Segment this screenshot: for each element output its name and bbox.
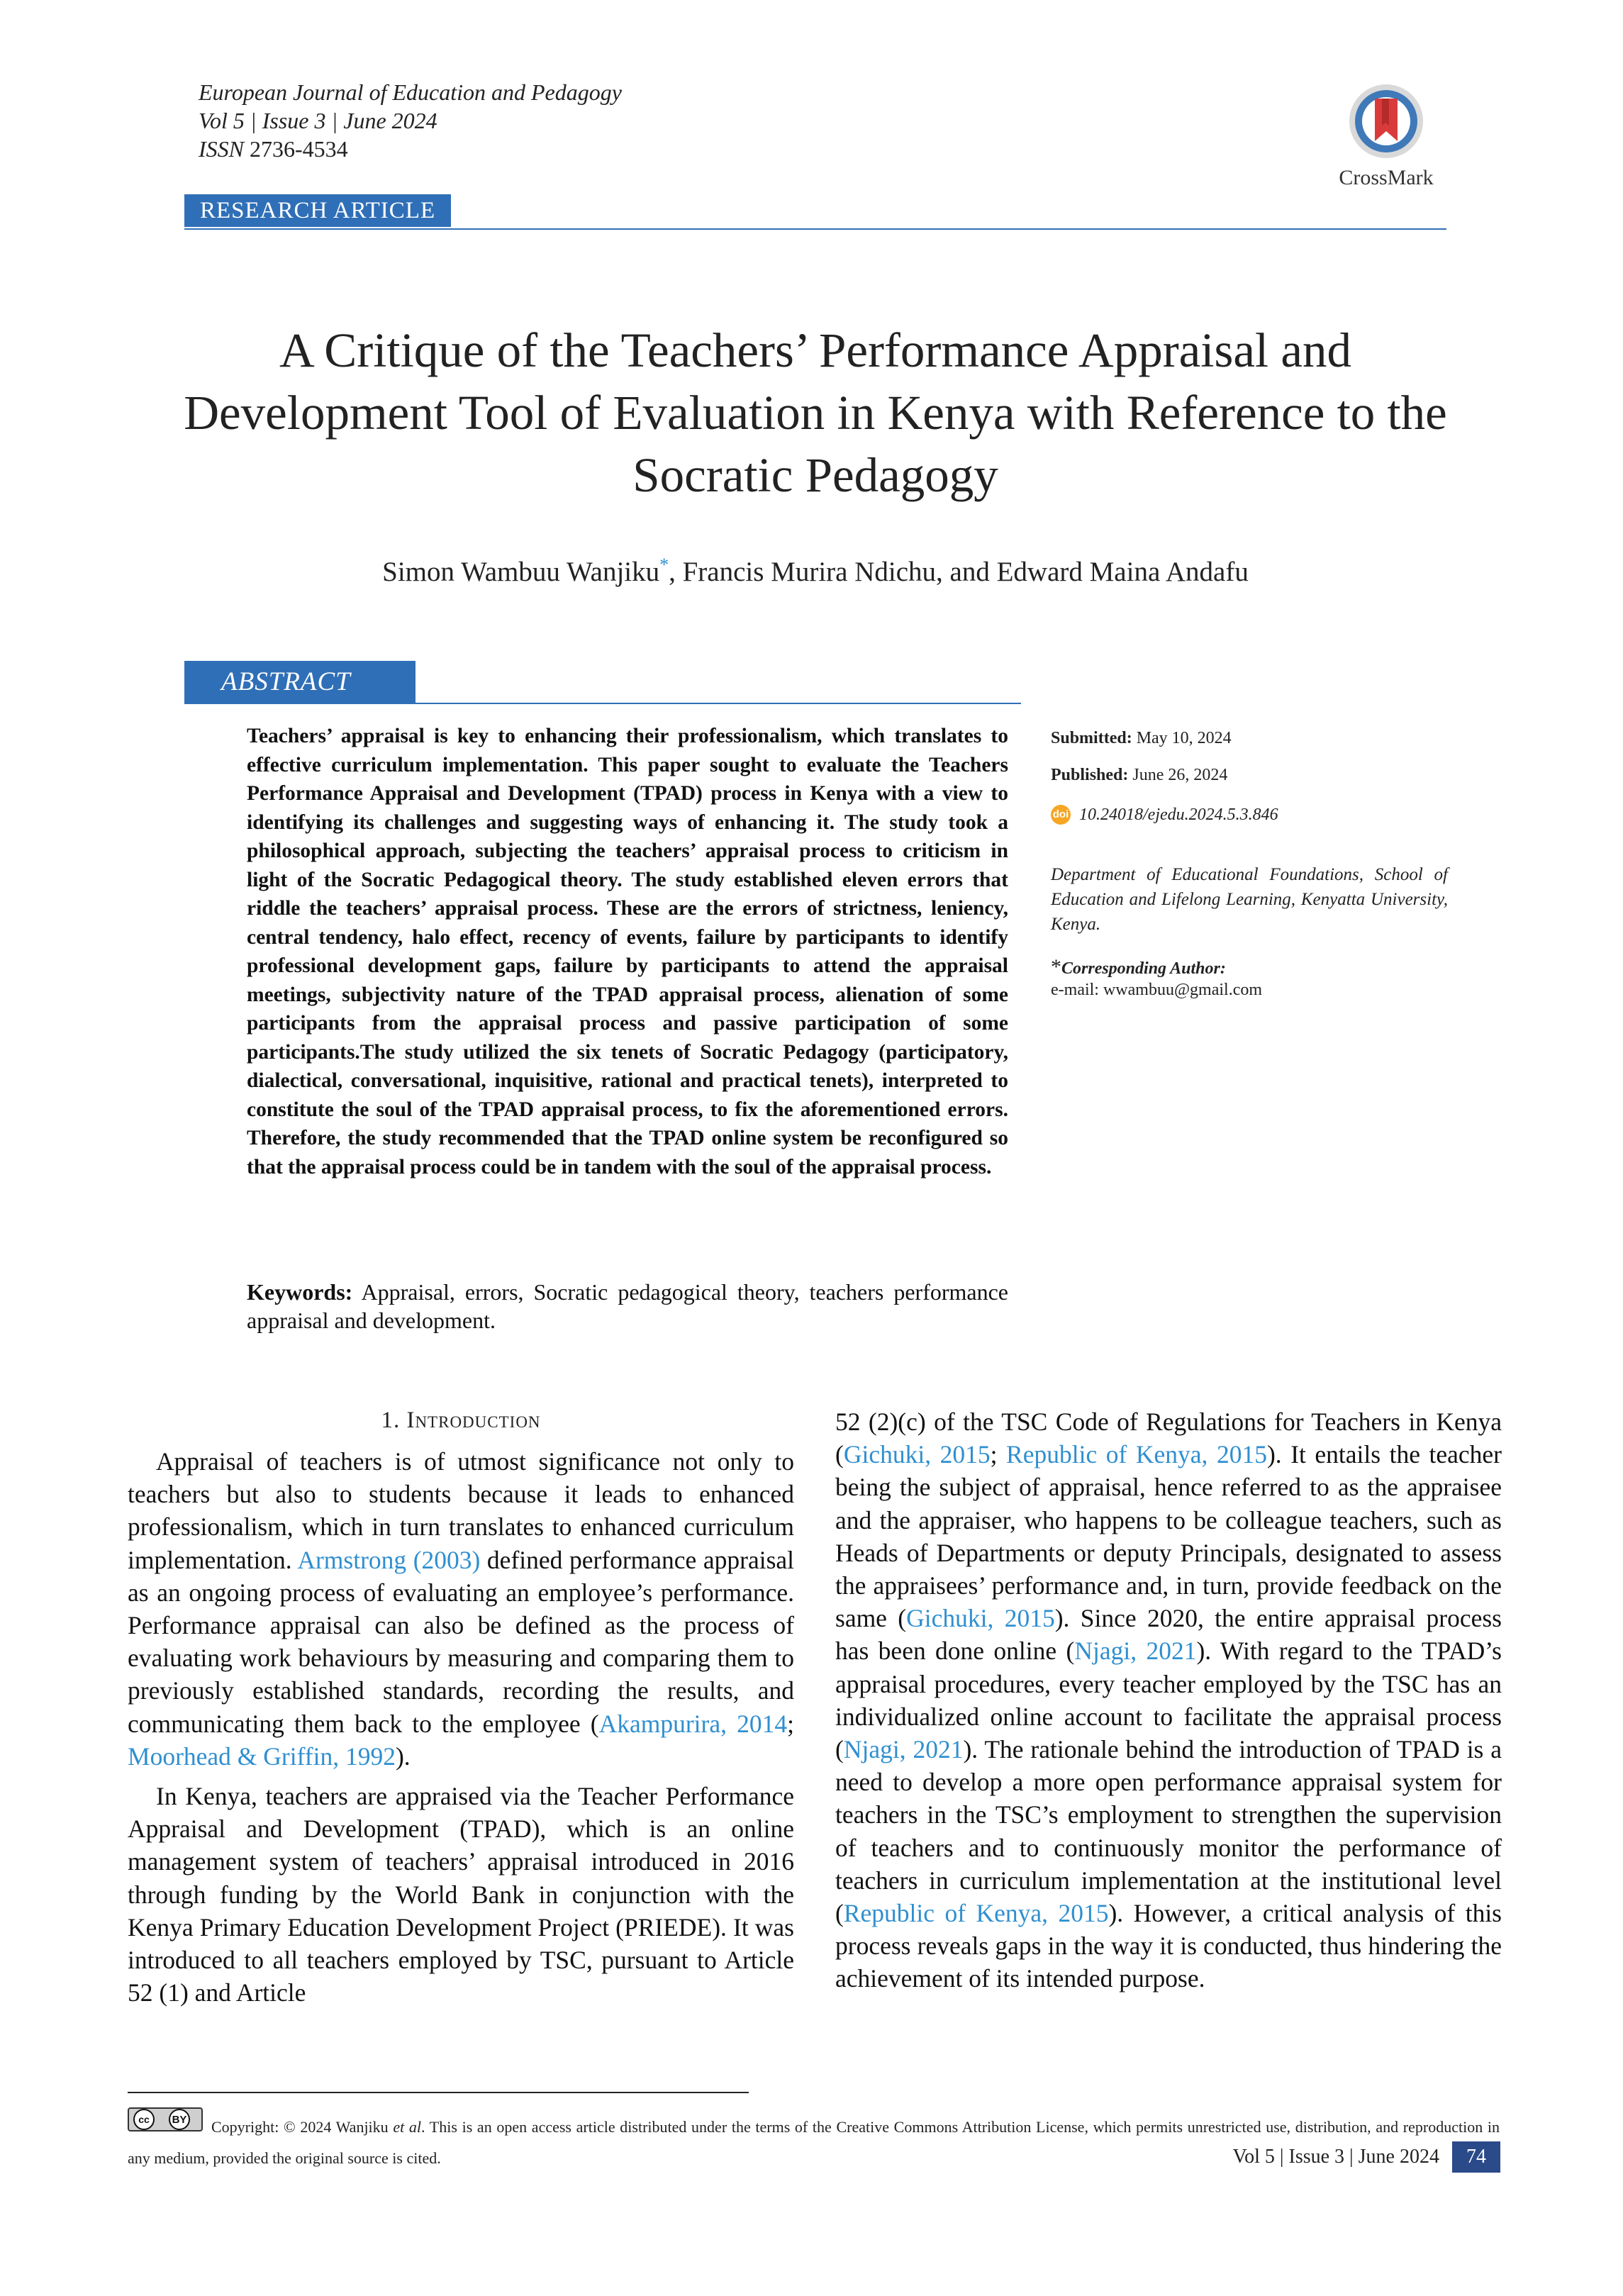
cc-icon: cc: [133, 2109, 155, 2130]
citation-link[interactable]: Moorhead & Griffin, 1992: [128, 1741, 396, 1771]
text-run: et al: [393, 2118, 422, 2136]
published-row: [1051, 763, 1448, 787]
journal-issue: Vol 5 | Issue 3 | June 2024: [199, 108, 437, 133]
crossmark-badge[interactable]: [1326, 82, 1446, 190]
page-number: 74: [1452, 2141, 1500, 2173]
intro-paragraph-2-cont: [835, 1405, 1502, 1995]
doi-link[interactable]: 10.24018/ejedu.2024.5.3.846: [1079, 806, 1278, 824]
text-run: ).: [395, 1741, 411, 1771]
article-type-tag: RESEARCH ARTICLE: [184, 194, 451, 227]
article-title: A Critique of the Teachers’ Performance Appraisal and Development Tool of Evaluation in Kenya with Reference to the Socratic Pedagogy: [184, 323, 1447, 502]
affiliation: Department of Educational Foundations, School of Education and Lifelong Learning, Kenyatta University, Kenya.: [1051, 865, 1448, 934]
submitted-row: [1051, 726, 1448, 750]
keywords: [247, 1278, 1008, 1334]
footer-issue: Vol 5 | Issue 3 | June 2024: [1232, 2146, 1439, 2168]
section-heading-introduction: 1. Introduction: [381, 1408, 541, 1433]
corr-email[interactable]: e-mail: wwambuu@gmail.com: [1051, 981, 1263, 999]
text-run: ). Since 2020, the entire appraisal process has been done online (: [835, 1604, 1502, 1666]
crossmark-icon: [1346, 82, 1426, 161]
text-run: ). It entails the teacher being the subject of appraisal, hence referred to as the appraisee and the appraiser, who happens to be colleague teachers, such as Heads of Departments or deputy Principals, designated to assess the appraisees’ performance and, in turn, provide feedback on the same (: [835, 1440, 1502, 1633]
corr-label: Corresponding Author:: [1061, 959, 1226, 978]
keywords-text: Appraisal, errors, Socratic pedagogical theory, teachers performance appraisal and development.: [247, 1279, 1008, 1333]
abstract-body: Teachers’ appraisal is key to enhancing their professionalism, which translates to effective curriculum implementation. This paper sought to evaluate the Teachers Performance Appraisal and Development (TPAD) process in Kenya with a view to identifying its challenges and suggesting ways of enhancing it. The study took a philosophical approach, subjecting the teachers’ appraisal process to criticism in light of the Socratic Pedagogical theory. The study established eleven errors that riddle the teachers’ appraisal process. These are the errors of strictness, leniency, central tendency, halo effect, recency of events, failure by participants to identify professional development gaps, failure by participants to attend the appraisal meetings, subjectivity nature of the TPAD appraisal process, alienation of some participants from the appraisal process and passive participation of some participants.The study utilized the six tenets of Socratic Pedagogy (participatory, dialectical, conversational, inquisitive, rational and practical tenets), interpreted to constitute the soul of the TPAD appraisal process, to fix the aforementioned errors. Therefore, the study recommended that the TPAD online system be reconfigured so that the appraisal process could be in tandem with the soul of the appraisal process.: [247, 725, 1008, 1178]
text-run: ). However, a critical analysis of this process reveals gaps in the way it is conducted, thus hindering the achievement of its intended purpose.: [835, 1899, 1502, 1993]
author-line: [142, 555, 1489, 588]
published-label: Published:: [1051, 766, 1129, 784]
by-icon: BY: [169, 2109, 190, 2130]
citation-link[interactable]: Republic of Kenya, 2015: [843, 1899, 1109, 1928]
text-run: Copyright: © 2024 Wanjiku: [211, 2118, 394, 2136]
body-column-left: [128, 1405, 794, 2009]
text-run: ;: [787, 1709, 794, 1738]
text-run: 52 (2)(c) of the TSC Code of Regulations for Teachers in Kenya (: [835, 1408, 1502, 1469]
header-rule: [184, 228, 1446, 230]
author-1: Simon Wambuu Wanjiku: [382, 557, 660, 587]
text-run: Appraisal of teachers is of utmost significance not only to teachers but also to students because it leads to enhanced professionalism, which in turn translates to enhanced curriculum implementation.: [128, 1447, 794, 1574]
text-run: defined performance appraisal as an ongoing process of evaluating an employee’s performance. Performance appraisal can also be defined as the process of evaluating work behaviours by measuring and comparing them to previously established standards, recording the results, and communicating them back to the employee (: [128, 1545, 795, 1738]
submitted-date: May 10, 2024: [1132, 729, 1232, 747]
citation-link[interactable]: Njagi, 2021: [843, 1735, 964, 1764]
text-run: ;: [990, 1440, 1007, 1469]
corresponding-author: [1051, 957, 1448, 1001]
doi-icon: doi: [1051, 805, 1071, 825]
footnote-rule: [128, 2092, 749, 2093]
issn-label: ISSN: [199, 136, 244, 162]
intro-paragraph-1: [128, 1445, 794, 1773]
journal-header: [199, 78, 622, 163]
abstract-label: ABSTRACT: [184, 661, 415, 703]
issn-value: 2736-4534: [250, 136, 348, 162]
doi-row[interactable]: [1051, 803, 1448, 827]
body-column-right: [835, 1405, 1502, 1995]
corresponding-mark[interactable]: *: [659, 555, 669, 575]
other-authors: , Francis Murira Ndichu, and Edward Maina Andafu: [669, 557, 1249, 587]
citation-link[interactable]: Akampurira, 2014: [598, 1709, 788, 1738]
journal-issn: [199, 135, 622, 163]
journal-name: European Journal of Education and Pedagogy: [199, 79, 622, 105]
published-date: June 26, 2024: [1128, 766, 1228, 784]
article-info-sidebar: [1051, 726, 1448, 1001]
abstract-rule: [184, 703, 1021, 704]
text-run: . This is an open access article distributed under the terms of the Creative Commons Attribution License, which permits unrestricted use, distribution, and reproduction in any medium, provided the original source is cited.: [128, 2118, 1500, 2167]
corr-mark: *: [1051, 955, 1061, 979]
crossmark-label: CrossMark: [1339, 166, 1434, 189]
keywords-label: Keywords:: [247, 1279, 353, 1305]
citation-link[interactable]: Republic of Kenya, 2015: [1006, 1440, 1267, 1469]
text-run: ). The rationale behind the introduction of TPAD is a need to develop a more open performance appraisal system for teachers in the TSC’s employment to strengthen the supervision of teachers and to continuously monitor the performance of teachers in curriculum implementation at the institutional level (: [835, 1735, 1502, 1928]
citation-link[interactable]: Armstrong (2003): [297, 1545, 481, 1574]
citation-link[interactable]: Gichuki, 2015: [906, 1604, 1055, 1633]
citation-link[interactable]: Njagi, 2021: [1074, 1637, 1197, 1666]
submitted-label: Submitted:: [1051, 729, 1132, 747]
text-run: ). With regard to the TPAD’s appraisal procedures, every teacher employed by the TSC has an individualized online account to facilitate the appraisal process (: [835, 1637, 1502, 1764]
intro-paragraph-2: In Kenya, teachers are appraised via the Teacher Performance Appraisal and Development (TPAD), which is an online management system of teachers’ appraisal introduced in 2016 through funding by the World Bank in conjunction with the Kenya Primary Education Development Project (PRIEDE). It was introduced to all teachers employed by TSC, pursuant to Article 52 (1) and Article: [128, 1782, 794, 2007]
citation-link[interactable]: Gichuki, 2015: [843, 1440, 991, 1469]
